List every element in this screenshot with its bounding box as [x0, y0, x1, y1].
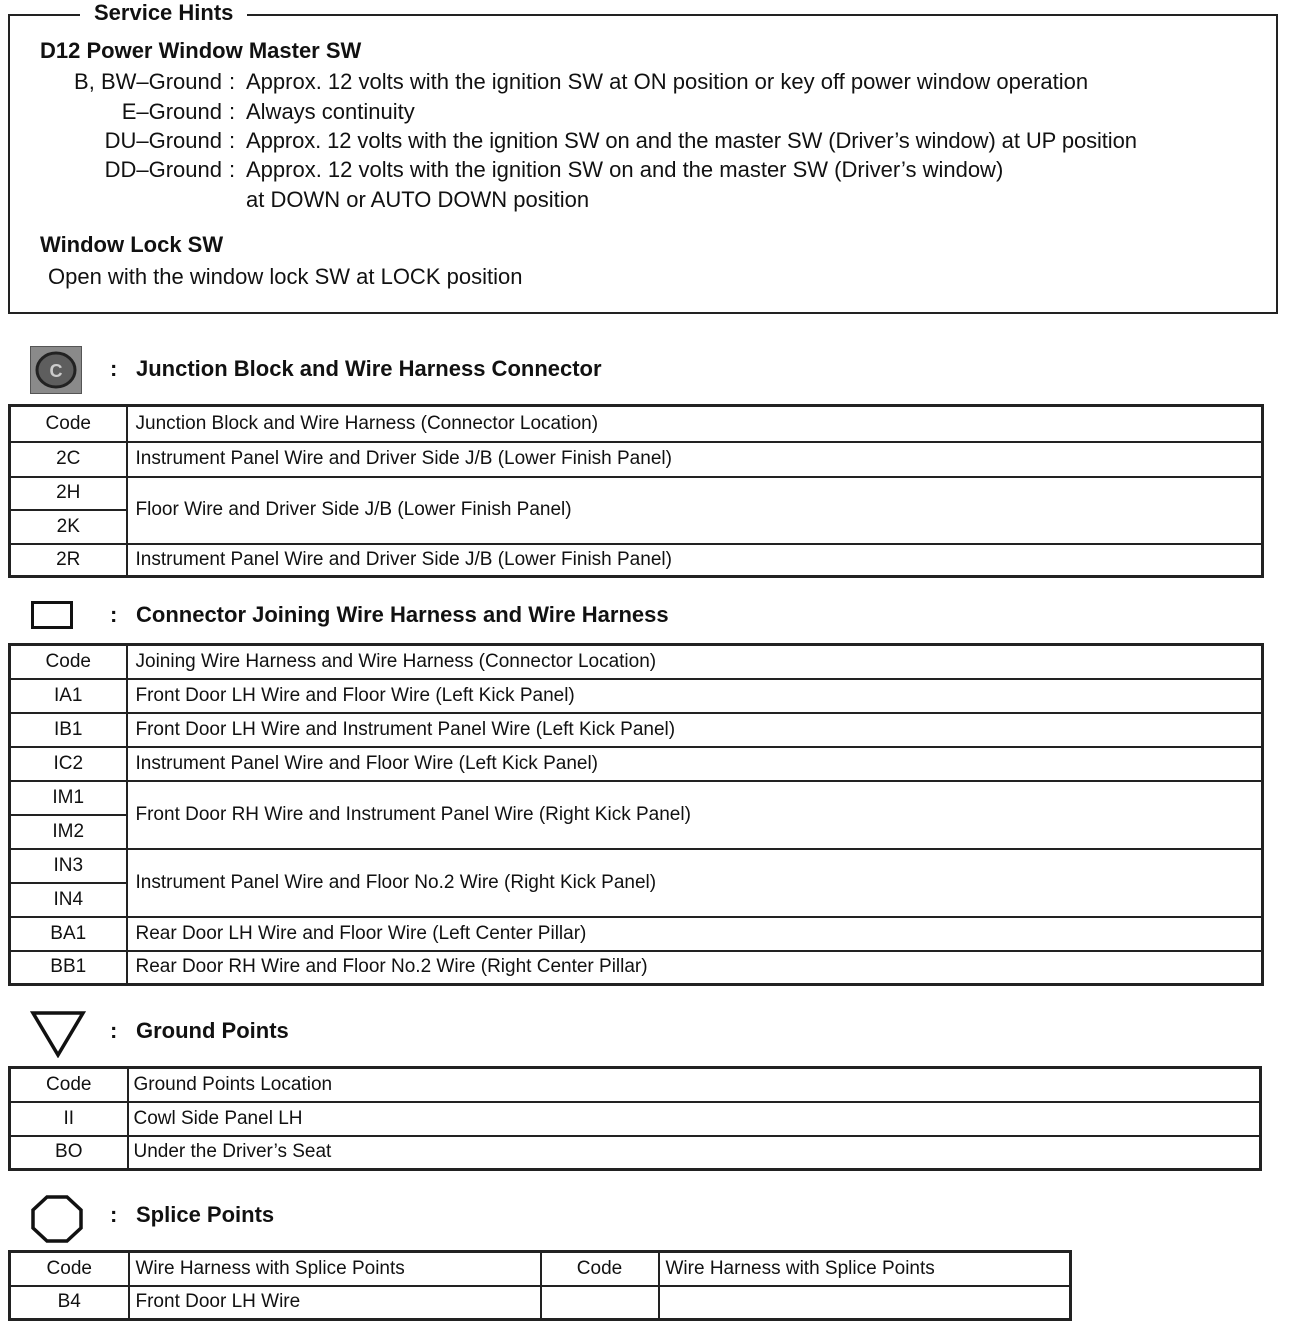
cell-location: Rear Door LH Wire and Floor Wire (Left Center Pillar) [127, 917, 1263, 951]
hint-colon: : [229, 99, 236, 124]
junction-table [8, 404, 1264, 578]
cell-code: 2R [10, 544, 127, 577]
table-row [10, 951, 1263, 985]
hint-text: Approx. 12 volts with the ignition SW on and the master SW (Driver’s window) at UP position [246, 128, 1137, 153]
cell-harness [659, 1286, 1071, 1320]
ground-table [8, 1066, 1262, 1171]
table-row [10, 849, 1263, 883]
table-row [10, 747, 1263, 781]
cell-code: 2K [10, 510, 127, 544]
cell-code: IM1 [10, 781, 127, 815]
section-colon: : [110, 356, 118, 381]
svg-text:C: C [49, 361, 63, 381]
junction-section-title: Junction Block and Wire Harness Connector [136, 356, 602, 381]
header-code: Code [541, 1252, 659, 1286]
table-header-row [10, 645, 1263, 679]
hint-text: Approx. 12 volts with the ignition SW on and the master SW (Driver’s window) [246, 157, 1004, 182]
table-row [10, 477, 1263, 510]
service-hints-title: Service Hints [80, 0, 247, 26]
hint-label: B, BW–Ground [74, 69, 222, 94]
hint-colon: : [229, 69, 236, 94]
hint-colon: : [229, 157, 236, 182]
cell-location: Instrument Panel Wire and Driver Side J/B (Lower Finish Panel) [127, 442, 1263, 477]
section-colon: : [110, 1202, 118, 1227]
cell-location: Under the Driver’s Seat [128, 1136, 1261, 1170]
hint-text: Approx. 12 volts with the ignition SW at ON position or key off power window operation [246, 69, 1089, 94]
cell-code: IC2 [10, 747, 127, 781]
cell-code: B4 [10, 1286, 129, 1320]
cell-code: BA1 [10, 917, 127, 951]
cell-location: Front Door LH Wire and Floor Wire (Left Kick Panel) [127, 679, 1263, 713]
section-colon: : [110, 602, 118, 627]
splice-octagon-icon [30, 1194, 84, 1244]
junction-block-icon [30, 346, 82, 394]
table-row [10, 917, 1263, 951]
table-row [10, 781, 1263, 815]
header-code: Code [10, 1068, 128, 1102]
header-code: Code [10, 1252, 129, 1286]
table-row [10, 679, 1263, 713]
table-row [10, 1286, 1071, 1320]
cell-code [541, 1286, 659, 1320]
cell-code: II [10, 1102, 128, 1136]
cell-location: Front Door LH Wire and Instrument Panel Wire (Left Kick Panel) [127, 713, 1263, 747]
section-colon: : [110, 1018, 118, 1043]
splice-table [8, 1250, 1072, 1321]
cell-code: BO [10, 1136, 128, 1170]
connector-section-title: Connector Joining Wire Harness and Wire Harness [136, 602, 669, 627]
cell-location: Instrument Panel Wire and Floor No.2 Wire (Right Kick Panel) [127, 849, 1263, 917]
cell-code: 2H [10, 477, 127, 510]
window-lock-heading: Window Lock SW [40, 232, 224, 257]
header-harness: Wire Harness with Splice Points [129, 1252, 541, 1286]
connector-table [8, 643, 1264, 986]
table-header-row [10, 1252, 1071, 1286]
header-location: Junction Block and Wire Harness (Connector Location) [127, 406, 1263, 442]
component-heading: D12 Power Window Master SW [40, 38, 362, 63]
cell-code: 2C [10, 442, 127, 477]
cell-code: IN3 [10, 849, 127, 883]
cell-code: IA1 [10, 679, 127, 713]
cell-location: Front Door RH Wire and Instrument Panel Wire (Right Kick Panel) [127, 781, 1263, 849]
hint-label: DD–Ground [104, 157, 222, 182]
cell-location: Floor Wire and Driver Side J/B (Lower Finish Panel) [127, 477, 1263, 544]
cell-code: IB1 [10, 713, 127, 747]
ground-triangle-icon [30, 1010, 86, 1058]
hint-text-continuation: at DOWN or AUTO DOWN position [246, 187, 590, 212]
cell-code: BB1 [10, 951, 127, 985]
header-code: Code [10, 645, 127, 679]
hint-colon: : [229, 128, 236, 153]
header-location: Ground Points Location [128, 1068, 1261, 1102]
header-harness: Wire Harness with Splice Points [659, 1252, 1071, 1286]
header-location: Joining Wire Harness and Wire Harness (Connector Location) [127, 645, 1263, 679]
cell-location: Instrument Panel Wire and Driver Side J/B (Lower Finish Panel) [127, 544, 1263, 577]
connector-rectangle-icon [31, 601, 73, 629]
hint-text: Always continuity [246, 99, 415, 124]
hint-label: E–Ground [121, 99, 222, 124]
table-header-row [10, 406, 1263, 442]
table-row [10, 1102, 1261, 1136]
hint-label: DU–Ground [104, 128, 222, 153]
ground-section-title: Ground Points [136, 1018, 289, 1043]
table-row [10, 1136, 1261, 1170]
table-header-row [10, 1068, 1261, 1102]
window-lock-text: Open with the window lock SW at LOCK position [48, 264, 523, 289]
cell-location: Rear Door RH Wire and Floor No.2 Wire (Right Center Pillar) [127, 951, 1263, 985]
cell-code: IN4 [10, 883, 127, 917]
table-row [10, 713, 1263, 747]
cell-harness: Front Door LH Wire [129, 1286, 541, 1320]
table-row [10, 442, 1263, 477]
cell-location: Cowl Side Panel LH [128, 1102, 1261, 1136]
cell-location: Instrument Panel Wire and Floor Wire (Left Kick Panel) [127, 747, 1263, 781]
header-code: Code [10, 406, 127, 442]
splice-section-title: Splice Points [136, 1202, 275, 1227]
table-row [10, 544, 1263, 577]
cell-code: IM2 [10, 815, 127, 849]
